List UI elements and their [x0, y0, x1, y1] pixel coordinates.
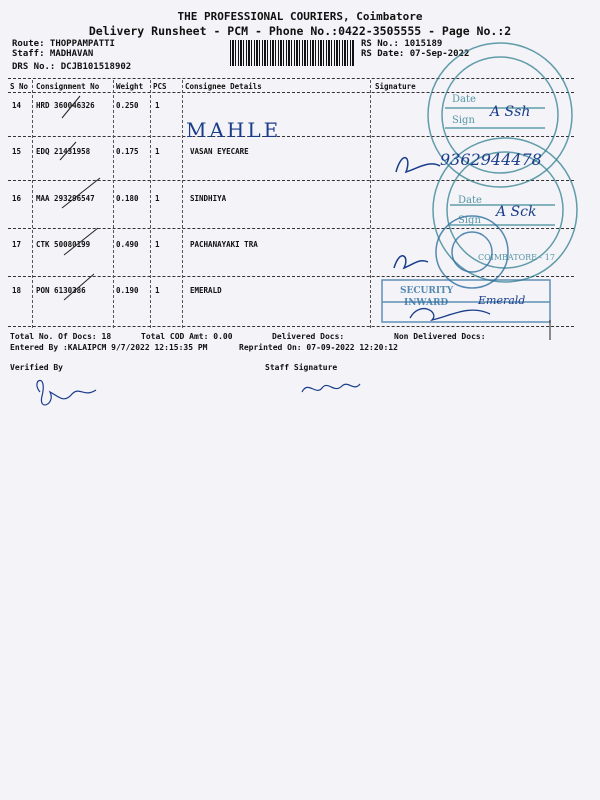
row-consignment: HRD 360046326: [36, 101, 95, 110]
column-header-pcs: PCS: [153, 82, 167, 91]
row-consignee: PACHANAYAKI TRA: [190, 240, 258, 249]
stamp-place-text: COIMBATORE - 17: [478, 253, 555, 262]
column-header-signature: Signature: [375, 82, 416, 91]
strike-marks: [60, 96, 100, 300]
delivered-docs: Delivered Docs:: [272, 332, 345, 341]
security-stamp-text: SECURITY: [400, 286, 454, 296]
row-sno: 15: [12, 147, 22, 156]
handwritten-phone: 9362944478: [440, 150, 542, 169]
reprinted-on: Reprinted On: 07-09-2022 12:20:12: [239, 343, 398, 352]
stamp-sign-label: Sign: [452, 115, 475, 126]
row-pcs: 1: [155, 147, 160, 156]
column-header-consignment: Consignment No: [36, 82, 100, 91]
handwritten-signature: A Ssh: [490, 104, 531, 120]
staff-signature-label: Staff Signature: [265, 363, 338, 372]
signature-scribble: [396, 158, 440, 172]
row-weight: 0.180: [116, 194, 139, 203]
page-subtitle: Delivery Runsheet - PCM - Phone No.:0422-3505555 - Page No.:2: [88, 24, 512, 38]
row-consignment: MAA 293296547: [36, 194, 95, 203]
verified-by-label: Verified By: [10, 363, 63, 372]
route-label: Route: THOPPAMPATTI: [12, 39, 115, 49]
stamp-sign-label: Sign: [458, 215, 481, 226]
rs-date: RS Date: 07-Sep-2022: [361, 49, 470, 59]
verifier-signature-icon: [37, 380, 96, 405]
staff-label: Staff: MADHAVAN: [12, 49, 94, 59]
row-pcs: 1: [155, 286, 160, 295]
row-weight: 0.250: [116, 101, 139, 110]
column-header-consignee: Consignee Details: [185, 82, 262, 91]
row-consignment: EDQ 21431958: [36, 147, 91, 156]
row-weight: 0.175: [116, 147, 139, 156]
stamp-date-label: Date: [452, 94, 476, 105]
column-header-weight: Weight: [116, 82, 144, 91]
signature-scribble: [394, 256, 428, 268]
row-consignee: VASAN EYECARE: [190, 147, 249, 156]
total-cod: Total COD Amt: 0.00: [141, 332, 233, 341]
row-sno: 16: [12, 194, 22, 203]
inward-stamp-text: INWARD: [404, 298, 449, 308]
total-docs: Total No. Of Docs: 18: [10, 332, 112, 341]
row-sno: 17: [12, 240, 22, 249]
handwritten-emerald: Emerald: [478, 294, 526, 307]
row-weight: 0.490: [116, 240, 139, 249]
stamp-date-label: Date: [458, 195, 482, 206]
row-pcs: 1: [155, 194, 160, 203]
row-consignment: PON 6130386: [36, 286, 86, 295]
row-sno: 14: [12, 101, 22, 110]
row-consignee: EMERALD: [190, 286, 222, 295]
row-consignment: CTK 50080199: [36, 240, 91, 249]
row-consignee: SINDHIYA: [190, 194, 227, 203]
row-weight: 0.190: [116, 286, 139, 295]
rs-number: RS No.: 1015189: [361, 39, 443, 49]
signature-scribble: [410, 309, 490, 320]
page-title: THE PROFESSIONAL COURIERS, Coimbatore: [177, 10, 423, 23]
handwritten-mahle: MAHLE: [186, 118, 282, 142]
column-header-sno: S No: [10, 82, 29, 91]
staff-signature-icon: [302, 384, 360, 392]
row-pcs: 1: [155, 240, 160, 249]
non-delivered-docs: Non Delivered Docs:: [394, 332, 486, 341]
drs-number: DRS No.: DCJB101518902: [12, 62, 132, 72]
row-sno: 18: [12, 286, 22, 295]
entered-by: Entered By :KALAIPCM 9/7/2022 12:15:35 PM: [10, 343, 208, 352]
handwritten-signature: A Sck: [496, 204, 537, 220]
row-pcs: 1: [155, 101, 160, 110]
